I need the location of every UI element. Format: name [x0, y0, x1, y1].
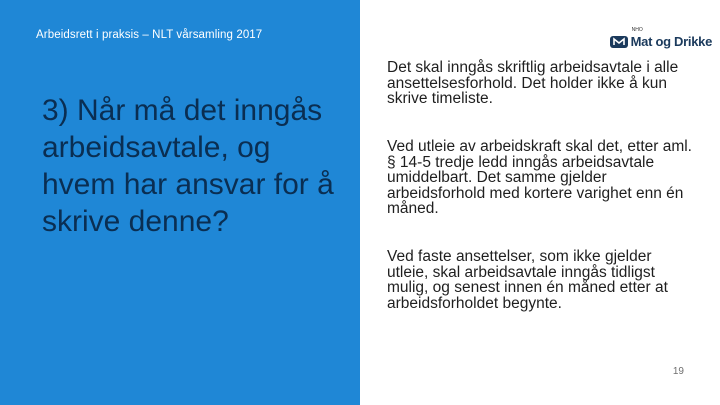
- logo-brand-text: Mat og Drikke: [630, 33, 712, 49]
- logo: [610, 27, 712, 49]
- right-panel: [360, 0, 720, 405]
- logo-nho-text: NHO: [631, 27, 643, 33]
- presentation-header: Arbeidsrett i praksis – NLT vårsamling 2017: [36, 29, 263, 41]
- paragraph-1: Det skal inngås skriftlig arbeidsavtale i alle ansettelsesforhold. Det holder ikke å kun skrive timeliste.: [387, 59, 679, 107]
- slide-title: 3) Når må det inngås arbeidsavtale, og hvem har ansvar for å skrive denne?: [42, 94, 334, 238]
- paragraph-3: Ved faste ansettelser, som ikke gjelder utleie, skal arbeidsavtale inngås tidligst mulig, og senest innen én måned etter at arbeidsforholdet begynte.: [387, 248, 668, 312]
- logo-mark-icon: [610, 33, 628, 49]
- page-number: 19: [672, 366, 684, 377]
- paragraph-2: Ved utleie av arbeidskraft skal det, etter aml. § 14-5 tredje ledd inngås arbeidsavtale umiddelbart. Det samme gjelder arbeidsforhold med kortere varighet enn én måned.: [387, 138, 692, 217]
